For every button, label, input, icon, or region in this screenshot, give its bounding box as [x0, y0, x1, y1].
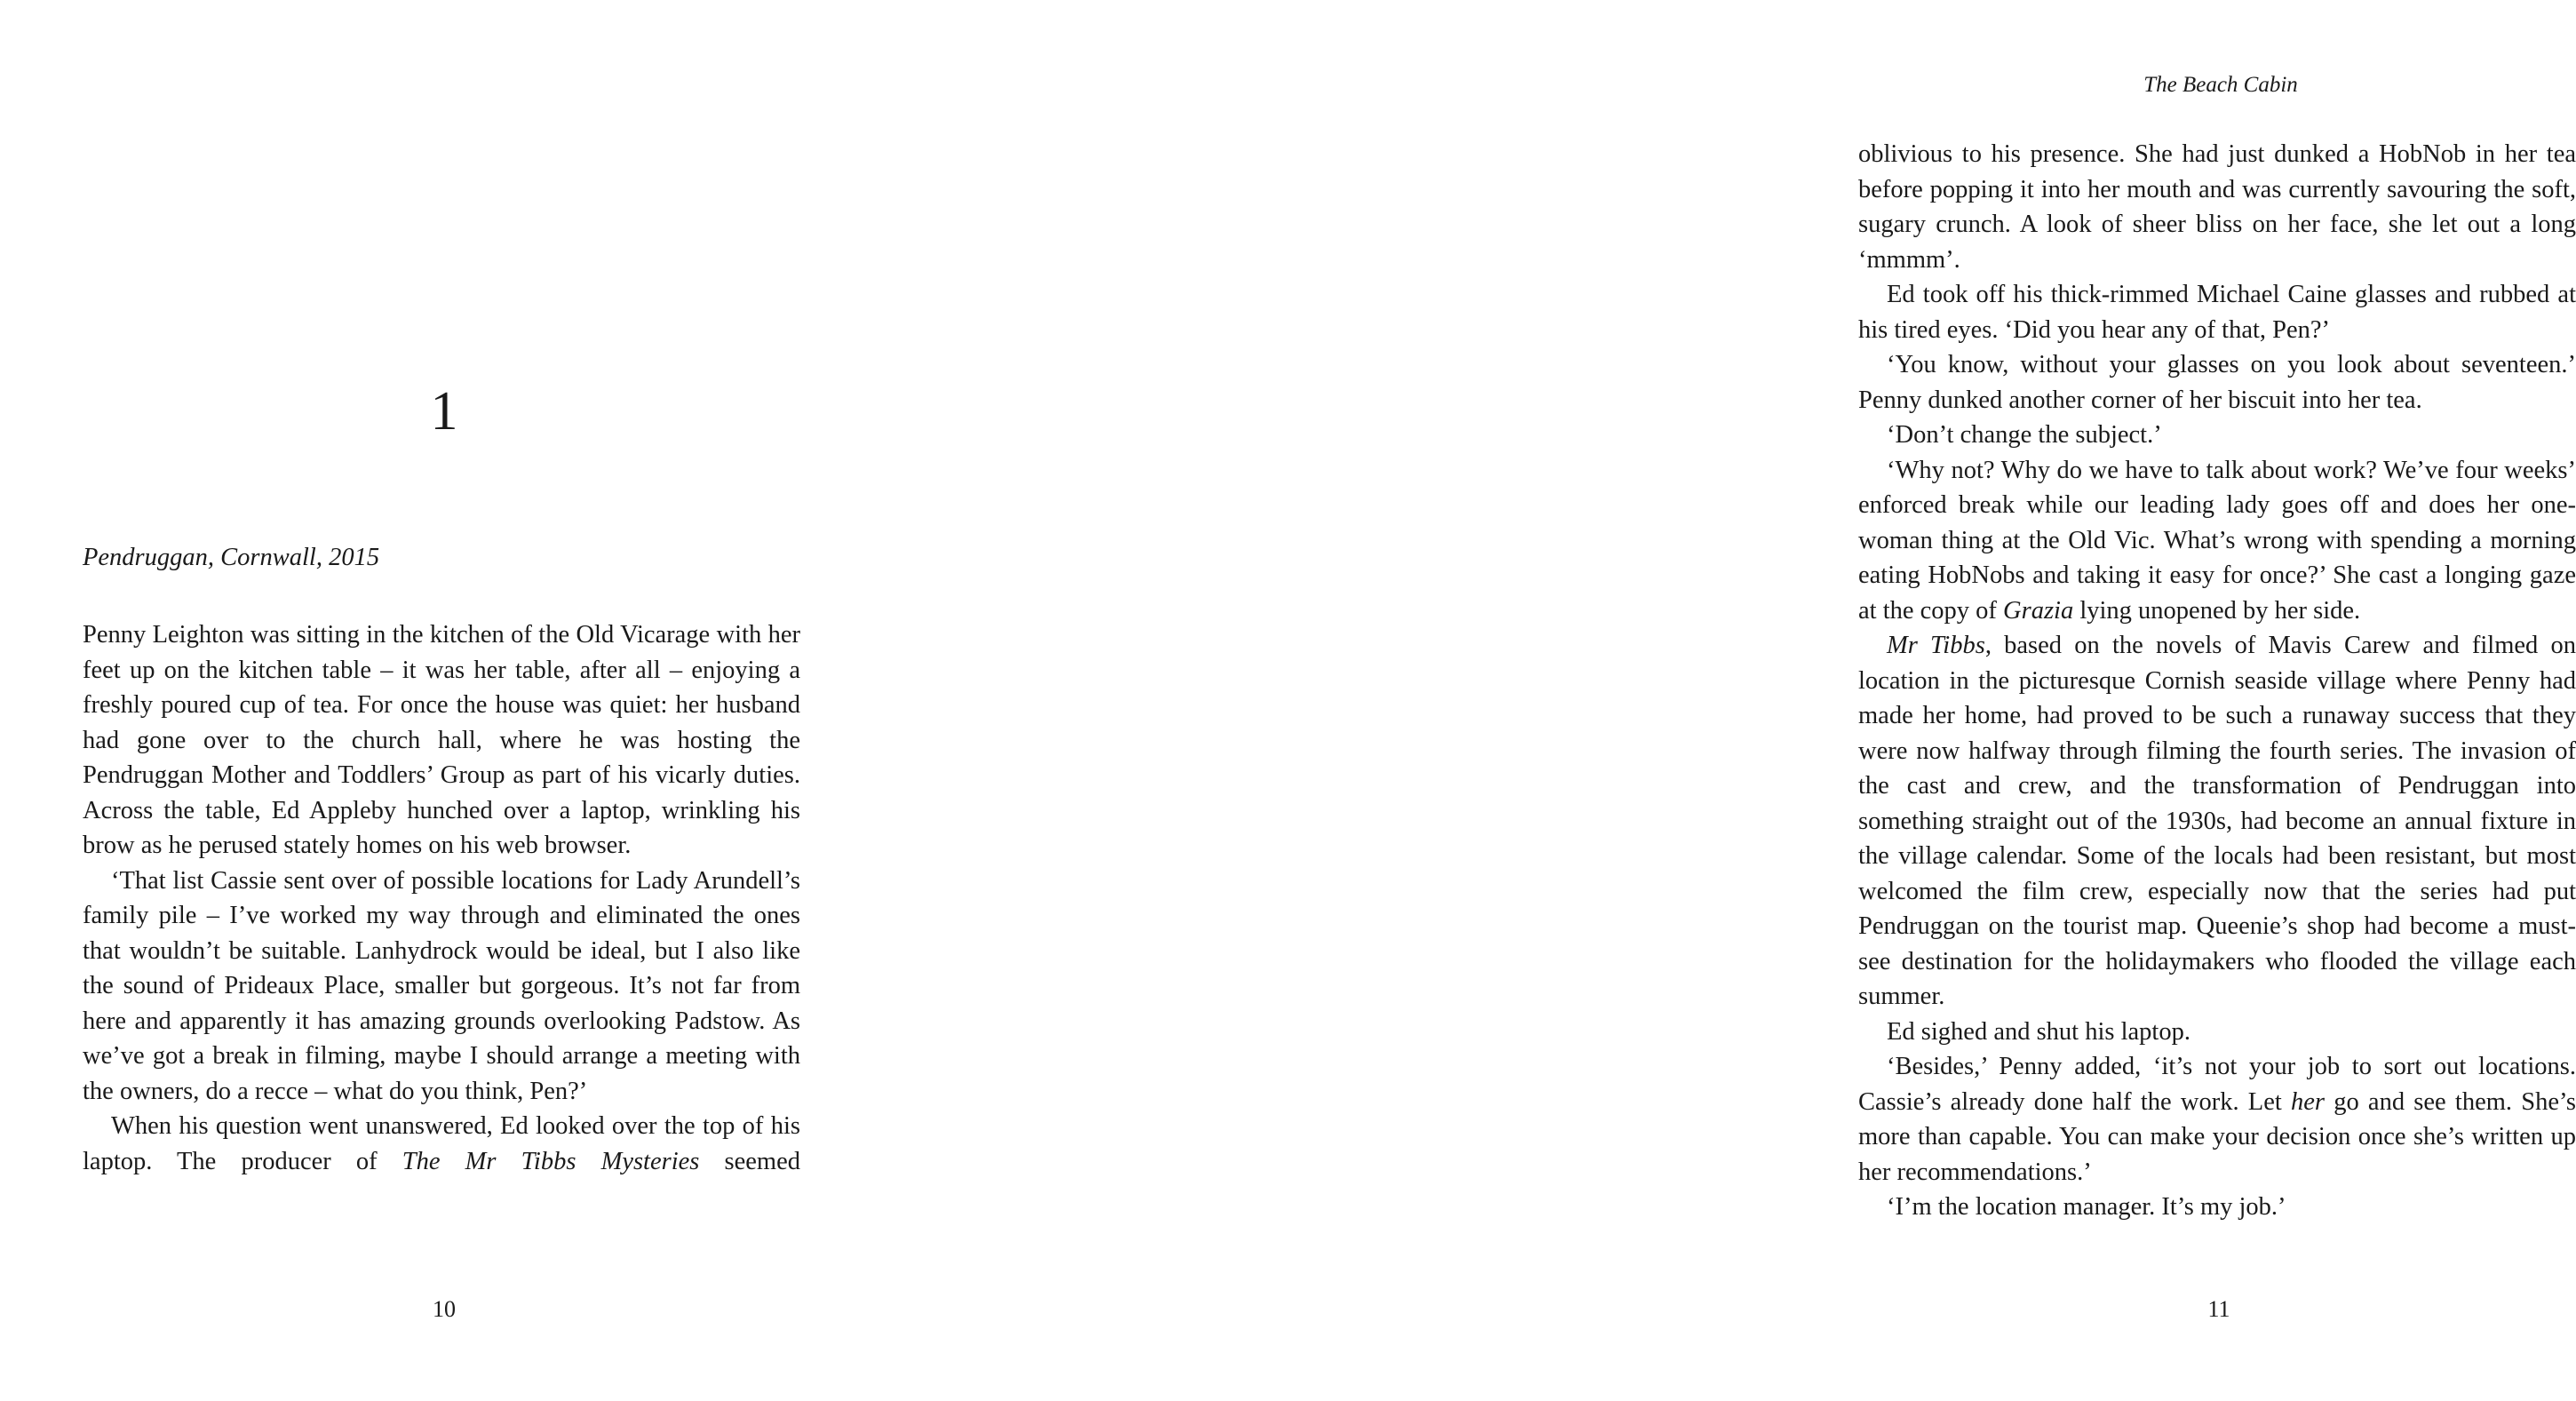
- paragraph: oblivious to his presence. She had just dunked a HobNob in her tea before popping it into her mouth and was currently savouring the soft, sugary crunch. A look of sheer bliss on her face, she let out a long ‘mmmm’.: [1858, 140, 2576, 274]
- paragraph: Mr Tibbs, based on the novels of Mavis Carew and filmed on location in the picturesque Cornish seaside village where Penny had made her home, had proved to be such a runaway success that they were now halfway through filming the fourth series. The invasion of the cast and crew, and the transformation of Pendruggan into something straight out of the 1930s, had become an annual fixture in the village calendar. Some of the locals had been resistant, but most welcomed the film crew, especially now that the series had put Pendruggan on the tourist map. Queenie’s shop had become a must-see destination for the holidaymakers who flooded the village each summer.: [1858, 632, 2576, 1010]
- paragraph: ‘You know, without your glasses on you look about seventeen.’ Penny dunked another corner of her biscuit into her tea.: [1858, 351, 2576, 414]
- paragraph: When his question went unanswered, Ed looked over the top of his laptop. The producer of The Mr Tibbs Mysteries seemed: [83, 1112, 800, 1175]
- running-head: The Beach Cabin: [2143, 73, 2298, 97]
- paragraph: Penny Leighton was sitting in the kitchen of the Old Vicarage with her feet up on the kitchen table – it was her table, after all – enjoying a freshly poured cup of tea. For once the house was quiet: her husband had gone over to the church hall, where he was hosting the Pendruggan Mother and Toddlers’ Group as part of his vicarly duties. Across the table, Ed Appleby hunched over a laptop, wrinkling his brow as he perused stately homes on his web browser.: [83, 621, 800, 859]
- right-body-text: [1858, 137, 2576, 1225]
- chapter-number: 1: [430, 381, 458, 442]
- paragraph: ‘I’m the location manager. It’s my job.’: [1887, 1193, 2286, 1221]
- page-number-left: 10: [433, 1296, 456, 1322]
- right-page: [888, 0, 2576, 1401]
- paragraph: Ed sighed and shut his laptop.: [1887, 1017, 2190, 1046]
- paragraph: ‘Don’t change the subject.’: [1887, 421, 2162, 449]
- paragraph: Ed took off his thick-rimmed Michael Caine glasses and rubbed at his tired eyes. ‘Did you hear any of that, Pen?’: [1858, 281, 2576, 344]
- left-body-text: [83, 617, 800, 1179]
- chapter-subtitle: Pendruggan, Cornwall, 2015: [83, 544, 380, 571]
- paragraph: ‘Why not? Why do we have to talk about work? We’ve four weeks’ enforced break while our leading lady goes off and does her one-woman thing at the Old Vic. What’s wrong with spending a morning eating HobNobs and taking it easy for once?’ She cast a longing gaze at the copy of Grazia lying unopened by her side.: [1858, 456, 2576, 625]
- paragraph: ‘Besides,’ Penny added, ‘it’s not your job to sort out locations. Cassie’s already done half the work. Let her go and see them. She’s more than capable. You can make your decision once she’s written up her recommendations.’: [1858, 1053, 2576, 1186]
- left-page: [0, 0, 888, 1401]
- page-number-right: 11: [2207, 1296, 2230, 1322]
- paragraph: ‘That list Cassie sent over of possible locations for Lady Arundell’s family pile – I’ve worked my way through and eliminated the ones that wouldn’t be suitable. Lanhydrock would be ideal, but I also like the sound of Prideaux Place, smaller but gorgeous. It’s not far from here and apparently it has amazing grounds overlooking Padstow. As we’ve got a break in filming, maybe I should arrange a meeting with the owners, do a recce – what do you think, Pen?’: [83, 866, 800, 1105]
